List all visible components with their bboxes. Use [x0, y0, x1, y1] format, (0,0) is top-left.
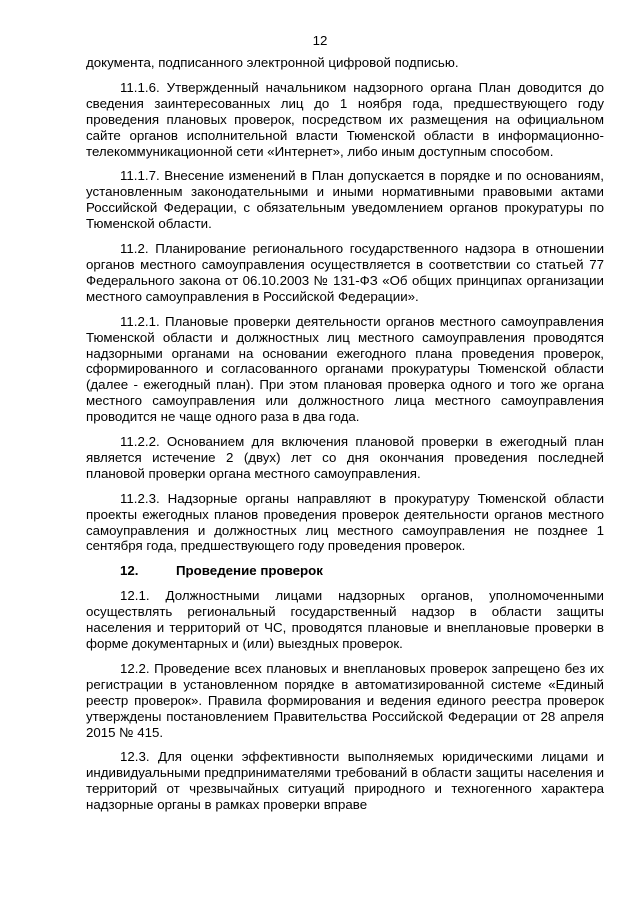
section-title: Проведение проверок [176, 563, 323, 579]
paragraph-12-1: 12.1. Должностными лицами надзорных органов, уполномоченными осуществлять региональный государственный надзор в области защиты населения и территорий от ЧС, проводятся плановые и внеплановые проверки в форме документарных и (или) выездных проверок. [86, 588, 604, 651]
document-body [86, 55, 604, 822]
paragraph-12-2: 12.2. Проведение всех плановых и внеплановых проверок запрещено без их регистрации в установленном порядке в автоматизированной системе «Единый реестр проверок». Правила формирования и ведения единого реестра проверок утверждены постановлением Правительства Российской Федерации от 28 апреля 2015 № 415. [86, 660, 604, 740]
paragraph-continuation: документа, подписанного электронной цифровой подписью. [86, 55, 459, 70]
paragraph-11-2-3: 11.2.3. Надзорные органы направляют в прокуратуру Тюменской области проекты ежегодных планов проведения проверок деятельности органов местного самоуправления и должностных лиц местного самоуправления не позднее 1 сентября года, предшествующего году проведения проверок. [86, 490, 604, 554]
paragraph-11-2-2: 11.2.2. Основанием для включения плановой проверки в ежегодный план является истечение 2 (двух) лет со дня окончания проведения последней плановой проверки органа местного самоуправления. [86, 434, 604, 481]
paragraph-11-1-7: 11.1.7. Внесение изменений в План допускается в порядке и по основаниям, установленным законодательными и иными нормативными правовыми актами Российской Федерации, с обязательным уведомлением органов прокуратуры по Тюменской области. [86, 168, 604, 232]
paragraph-12-3: 12.3. Для оценки эффективности выполняемых юридическими лицами и индивидуальными предпринимателями требований в области защиты населения и территорий от чрезвычайных ситуаций природного и техногенного характера надзорные органы в рамках проверки вправе [86, 749, 604, 813]
paragraph-11-2-1: 11.2.1. Плановые проверки деятельности органов местного самоуправления Тюменской области и должностных лиц местного самоуправления проводятся надзорными органами на основании ежегодного плана проведения проверок, сформированного и согласованного органами прокуратуры Тюменской области (далее - ежегодный план). При этом плановая проверка одного и того же органа местного самоуправления или должностного лица местного самоуправления проводится не чаще одного раза в два года. [86, 313, 604, 425]
section-heading [86, 563, 604, 579]
section-number: 12. [120, 563, 139, 579]
page-number: 12 [312, 33, 328, 48]
paragraph-11-1-6: 11.1.6. Утвержденный начальником надзорного органа План доводится до сведения заинтересованных лиц до 1 ноября года, предшествующего году проведения плановых проверок, посредством их размещения на официальном сайте органов исполнительной власти Тюменской области в информационно-телекоммуникационной сети «Интернет», либо иным доступным способом. [86, 79, 604, 159]
paragraph-11-2: 11.2. Планирование регионального государственного надзора в отношении органов местного самоуправления осуществляется в соответствии со статьей 77 Федерального закона от 06.10.2003 № 131-ФЗ «Об общих принципах организации местного самоуправления в Российской Федерации». [86, 241, 604, 304]
